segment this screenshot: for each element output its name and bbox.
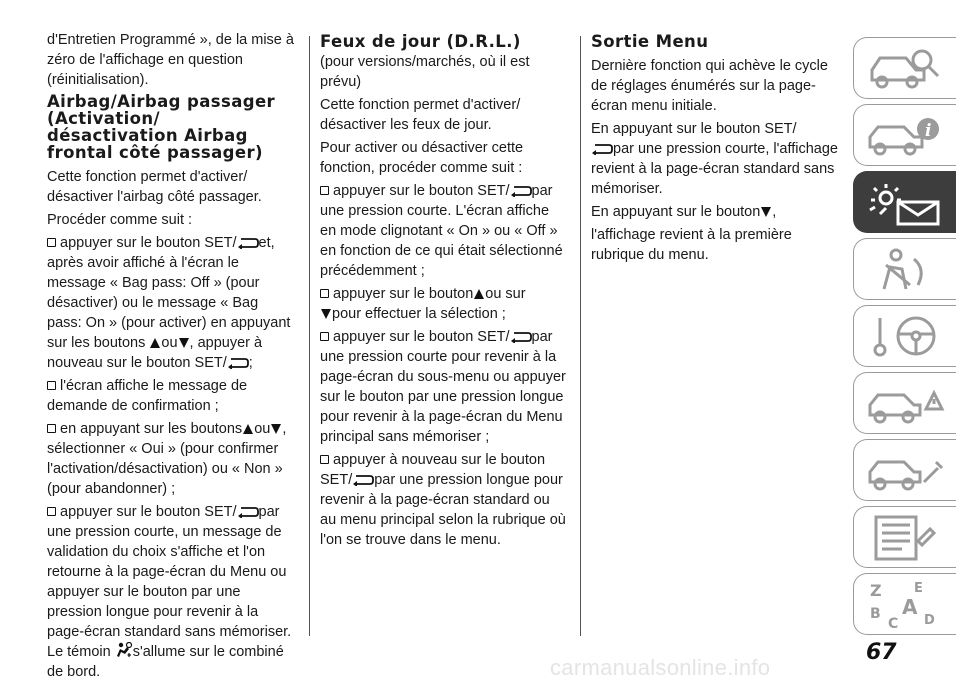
index-letter: E [914, 581, 923, 596]
bullet-box-icon [47, 424, 56, 433]
set-return-arrow-icon [227, 357, 249, 369]
car-breakdown-icon [866, 379, 946, 427]
bullet-box-icon [320, 332, 329, 341]
bullet-box-icon [320, 186, 329, 195]
airbag-desc: Cette fonction permet d'activer/ désactiver l'airbag côté passager. [47, 169, 262, 205]
drl-procedure-intro: Pour activer ou désactiver cette fonction, procéder comme suit : [320, 140, 524, 176]
airbag-step-2: l'écran affiche le message de demande de confirmation ; [47, 378, 248, 414]
arrow-up-icon [149, 337, 161, 349]
column-divider [309, 36, 310, 636]
tab-technical-specs[interactable] [853, 506, 956, 568]
bullet-box-icon [47, 507, 56, 516]
index-letter: C [888, 616, 899, 630]
drl-step-3: appuyer sur le bouton SET/ par une pression courte pour revenir à la page-écran du sous-menu ou appuyer sur le bouton par une pression longue pour revenir à la page-écran du Menu principal sans mémoriser ; [320, 329, 566, 445]
drl-heading: Feux de jour (D.R.L.) [320, 32, 521, 51]
exit-menu-heading: Sortie Menu [591, 32, 709, 51]
page-number: 67 [866, 640, 897, 665]
drl-step-4: appuyer à nouveau sur le bouton SET/ par une pression longue pour revenir à la page-écran standard ou au menu principal selon la rubrique où l'on se trouve dans le menu. [320, 452, 566, 548]
set-return-arrow-icon [352, 474, 374, 486]
column-middle [320, 30, 568, 553]
airbag-procedure-intro: Procéder comme suit : [47, 212, 193, 228]
drl-step-1: appuyer sur le bouton SET/ par une pression courte. L'écran affiche en mode clignotant « On » ou « Off » en fonction de ce qui était sélectionné précédemment ; [320, 183, 563, 279]
svg-text:i: i [925, 121, 932, 141]
set-return-arrow-icon [510, 185, 532, 197]
steering-wheel-key-icon [866, 312, 946, 360]
arrow-down-icon [178, 337, 190, 349]
car-search-icon [866, 44, 946, 92]
tab-index[interactable] [853, 573, 956, 635]
arrow-up-icon [242, 423, 254, 435]
tab-knowing-vehicle[interactable] [853, 37, 956, 99]
exit-menu-short-press: En appuyant sur le bouton SET/ par une pression courte, l'affichage revient à la page-écran standard sans mémoriser. [591, 121, 838, 197]
bullet-box-icon [320, 455, 329, 464]
tab-instrument-panel[interactable] [853, 171, 956, 233]
bullet-box-icon [47, 381, 56, 390]
airbag-off-warning-icon [115, 642, 133, 658]
exit-menu-desc: Dernière fonction qui achève le cycle de réglages énumérés sur la page-écran menu initiale. [591, 58, 828, 114]
arrow-down-icon [320, 308, 332, 320]
index-letters-icon [866, 580, 946, 630]
arrow-down-icon [270, 423, 282, 435]
airbag-step-3: en appuyant sur les boutons ou , sélectionner « Oui » (pour confirmer l'activation/désactivation) ou « Non » (pour abandonner) ; [47, 421, 287, 497]
bullet-box-icon [320, 289, 329, 298]
exit-menu-down-press: En appuyant sur le bouton , [591, 204, 777, 220]
airbag-step-1: appuyer sur le bouton SET/ et, après avoir affiché à l'écran le message « Bag pass: Off » (pour désactiver) ou le message « Bag pass: On » (pour activer) en appuyant sur les boutons ou , appuyer à nouveau sur le bouton SET/ ; [47, 235, 291, 371]
index-letter: B [870, 606, 881, 622]
set-return-arrow-icon [237, 237, 259, 249]
warning-light-message-icon [866, 178, 946, 228]
watermark: carmanualsonline.info [550, 655, 771, 680]
drl-availability-note: (pour versions/marchés, où il est prévu) [320, 54, 530, 90]
column-left [47, 30, 295, 685]
column-divider [580, 36, 581, 636]
tab-maintenance[interactable] [853, 439, 956, 501]
intro-text: d'Entretien Programmé », de la mise à zéro de l'affichage en question (réinitialisation). [47, 32, 294, 88]
exit-menu-result: l'affichage revient à la première rubrique du menu. [591, 227, 792, 263]
index-letter: D [924, 613, 935, 628]
index-letter: Z [870, 581, 882, 600]
arrow-up-icon [473, 288, 485, 300]
tab-safety[interactable] [853, 238, 956, 300]
drl-desc: Cette fonction permet d'activer/ désactiver les feux de jour. [320, 97, 521, 133]
tab-car-info[interactable] [853, 104, 956, 166]
arrow-down-icon [760, 206, 772, 218]
bullet-box-icon [47, 238, 56, 247]
chapter-tabs [853, 37, 956, 640]
airbag-heading: Airbag/Airbag passager (Activation/ désactivation Airbag frontal côté passager) [47, 92, 276, 162]
tab-starting-driving[interactable] [853, 305, 956, 367]
index-letter: A [902, 595, 918, 619]
spec-list-icon [866, 513, 946, 561]
column-right [591, 30, 839, 268]
car-info-icon [866, 111, 946, 159]
set-return-arrow-icon [591, 143, 613, 155]
car-service-icon [866, 446, 946, 494]
tab-emergency[interactable] [853, 372, 956, 434]
drl-step-2: appuyer sur le bouton ou sur pour effectuer la sélection ; [320, 284, 568, 324]
seatbelt-airbag-icon [866, 245, 946, 293]
set-return-arrow-icon [510, 331, 532, 343]
set-return-arrow-icon [237, 506, 259, 518]
airbag-step-4: appuyer sur le bouton SET/ par une pression courte, un message de validation du choix s'affiche et l'on retourne à la page-écran du Menu ou appuyer sur le bouton par une pression longue pour revenir à la page-écran standard sans mémoriser. Le témoin s'allume sur le combiné de bord. [47, 504, 292, 680]
